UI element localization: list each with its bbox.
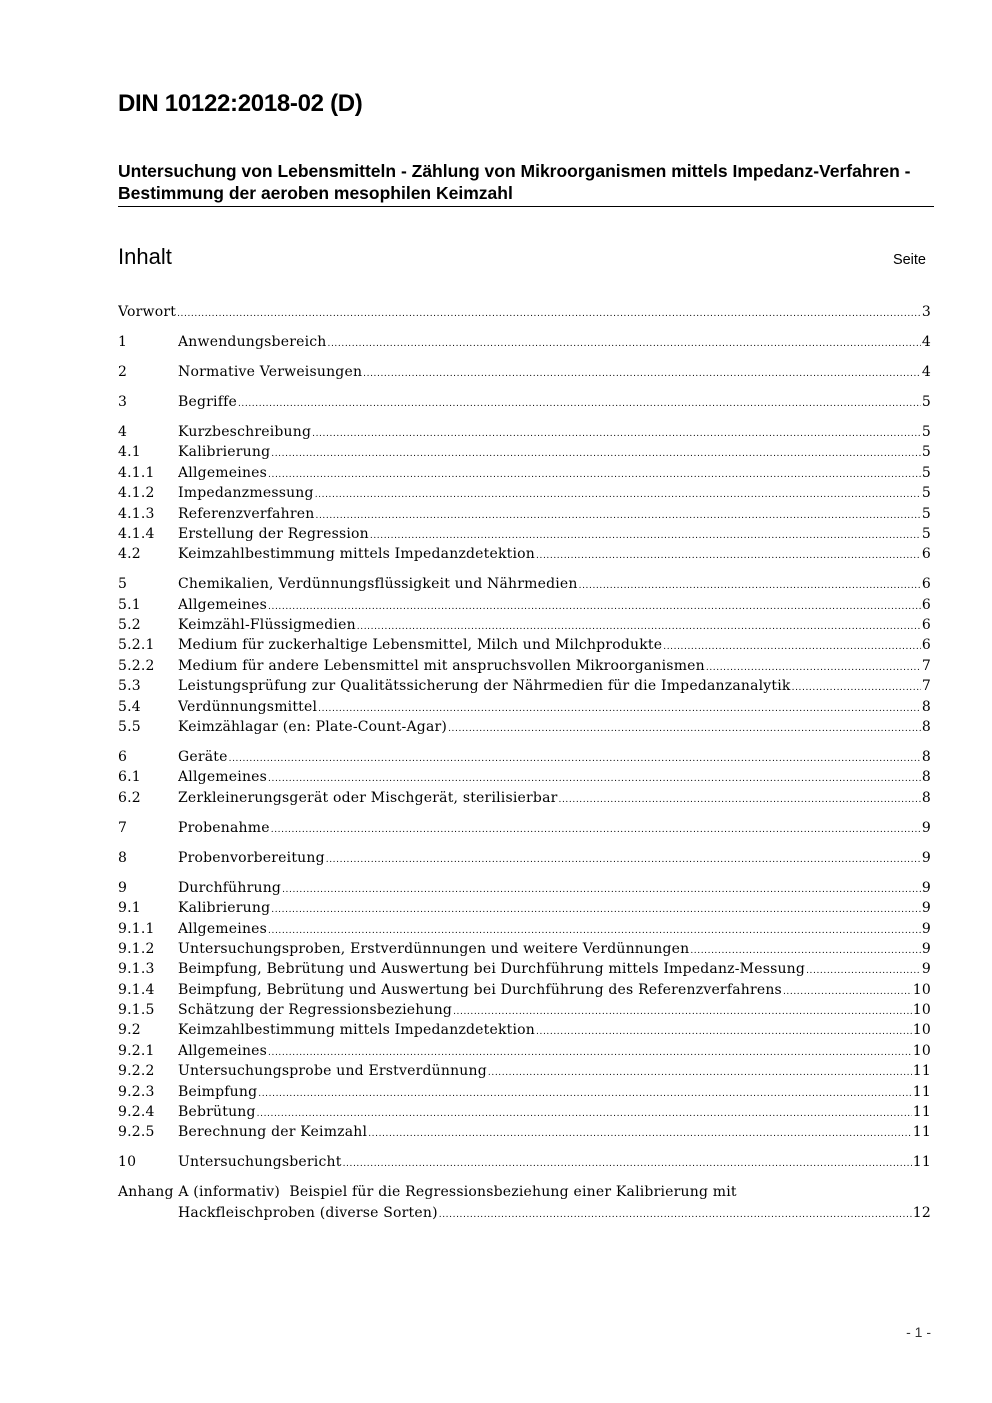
toc-entry-title: Allgemeines xyxy=(178,1042,268,1059)
toc-leader-dots xyxy=(268,597,921,617)
toc-entry-line xyxy=(178,878,931,900)
toc-entry-number: 9.1.5 xyxy=(118,1002,155,1019)
toc-entry[interactable] xyxy=(118,1152,931,1172)
toc-entry-line xyxy=(178,544,931,566)
toc-entry-title: Untersuchungsbericht xyxy=(178,1154,342,1171)
toc-entry-page: 10 xyxy=(912,1042,931,1059)
toc-entry-page: 5 xyxy=(921,485,931,502)
toc-entry-line xyxy=(178,939,931,961)
toc-entry-page: 11 xyxy=(912,1104,931,1121)
toc-entry-page: 3 xyxy=(921,304,931,320)
toc-leader-dots xyxy=(318,699,921,719)
toc-entry-title: Allgemeines xyxy=(178,596,268,613)
toc-entry-page: 5 xyxy=(921,444,931,461)
toc-entry-line xyxy=(178,595,931,617)
toc-entry-page: 5 xyxy=(921,505,931,522)
toc-leader-dots xyxy=(792,678,921,698)
toc-entry-number: 1 xyxy=(118,333,128,350)
toc-entry-title: Schätzung der Regressionsbeziehung xyxy=(178,1002,453,1019)
toc-entry-title: Untersuchungsprobe und Erstverdünnung xyxy=(178,1063,487,1080)
toc-entry-line xyxy=(178,1041,931,1063)
toc-entry-title: Keimzähl-Flüssigmedien xyxy=(178,617,356,634)
toc-leader-dots xyxy=(453,1002,912,1022)
toc-entry-page: 11 xyxy=(912,1154,931,1171)
document-id: DIN 10122:2018-02 (D) xyxy=(118,90,363,117)
toc-leader-dots xyxy=(439,1205,912,1223)
toc-entry-number: 8 xyxy=(118,849,128,866)
toc-entry[interactable] xyxy=(118,504,931,524)
toc-entry-line xyxy=(178,1152,931,1174)
toc-entry-number: 9.2 xyxy=(118,1022,141,1039)
toc-leader-dots xyxy=(328,334,921,354)
toc-entry-title: Keimzahlbestimmung mittels Impedanzdetektion xyxy=(178,1022,536,1039)
toc-entry[interactable] xyxy=(118,392,931,412)
toc-entry[interactable] xyxy=(118,544,931,564)
toc-entry-line xyxy=(178,362,931,384)
toc-entry-number: 5.5 xyxy=(118,719,141,735)
toc-entry-page: 8 xyxy=(921,789,931,806)
toc-entry-title: Vorwort xyxy=(118,304,177,320)
toc-entry[interactable] xyxy=(118,483,931,503)
toc-entry-page: 9 xyxy=(921,920,931,937)
toc-entry[interactable] xyxy=(118,1122,931,1142)
toc-entry-number: 9.2.1 xyxy=(118,1042,155,1059)
toc-entry[interactable] xyxy=(118,574,931,594)
toc-entry-line xyxy=(178,697,931,719)
page-number: - 1 - xyxy=(906,1324,931,1340)
toc-entry-page: 10 xyxy=(912,981,931,998)
toc-entry-number: 9.1.4 xyxy=(118,981,155,998)
toc-entry-line xyxy=(178,1122,931,1144)
toc-entry-line xyxy=(178,848,931,870)
toc-entry[interactable] xyxy=(118,1041,931,1061)
toc-entry[interactable] xyxy=(118,1020,931,1040)
toc-entry-line xyxy=(178,898,931,920)
toc-entry[interactable] xyxy=(118,1000,931,1020)
toc-entry[interactable] xyxy=(118,524,931,544)
toc-entry-number: 3 xyxy=(118,393,128,410)
toc-leader-dots xyxy=(559,790,921,810)
toc-entry[interactable] xyxy=(118,1102,931,1122)
toc-entry-title: Impedanzmessung xyxy=(178,485,314,502)
toc-entry-page: 5 xyxy=(921,393,931,410)
toc-entry-number: 9.2.3 xyxy=(118,1083,155,1100)
toc-entry-number: 5.4 xyxy=(118,698,141,715)
toc-entry-page: 6 xyxy=(921,637,931,654)
toc-leader-dots xyxy=(312,424,921,444)
toc-leader-dots xyxy=(536,1022,912,1042)
toc-annex-line-2 xyxy=(178,1203,931,1223)
toc-entry-title: Zerkleinerungsgerät oder Mischgerät, sterilisierbar xyxy=(178,789,558,806)
toc-entry[interactable] xyxy=(118,959,931,979)
toc-entry-number: 9 xyxy=(118,879,128,896)
toc-entry-line xyxy=(178,919,931,941)
toc-entry-number: 4.1.2 xyxy=(118,485,155,502)
table-of-contents xyxy=(118,302,931,1223)
toc-leader-dots xyxy=(370,526,921,546)
toc-entry-page: 4 xyxy=(921,363,931,380)
toc-entry-page: 6 xyxy=(921,617,931,634)
toc-entry-line xyxy=(178,1020,931,1042)
toc-leader-dots xyxy=(368,1124,912,1144)
toc-entry-line xyxy=(178,422,931,444)
toc-entry[interactable] xyxy=(118,302,931,322)
toc-entry-line xyxy=(178,635,931,657)
toc-entry-page: 8 xyxy=(921,769,931,786)
toc-entry-page: 11 xyxy=(912,1063,931,1080)
toc-entry-title: Geräte xyxy=(178,748,228,765)
toc-entry-line xyxy=(178,332,931,354)
toc-entry[interactable] xyxy=(118,422,931,442)
toc-entry-title: Bebrütung xyxy=(178,1104,256,1121)
toc-annex-title-line-2: Hackfleischproben (diverse Sorten) xyxy=(178,1204,438,1221)
toc-entry-page: 5 xyxy=(921,464,931,481)
toc-entry-line xyxy=(178,717,931,739)
toc-entry-title: Verdünnungsmittel xyxy=(178,698,318,715)
toc-entry-line xyxy=(178,959,931,981)
toc-entry-number: 5.2.1 xyxy=(118,637,155,654)
toc-entry-title: Medium für andere Lebensmittel mit anspruchsvollen Mikroorganismen xyxy=(178,657,705,674)
toc-annex-prefix: Anhang A (informativ) xyxy=(118,1184,281,1201)
toc-entry-title: Beimpfung, Bebrütung und Auswertung bei Durchführung des Referenzverfahrens xyxy=(178,981,782,998)
toc-entry-title: Normative Verweisungen xyxy=(178,363,363,380)
toc-leader-dots xyxy=(258,1084,912,1104)
toc-entry-title: Kalibrierung xyxy=(178,900,271,917)
toc-heading: Inhalt xyxy=(118,244,172,269)
toc-entry-number: 5.1 xyxy=(118,596,141,613)
toc-entry-title: Kalibrierung xyxy=(178,444,271,461)
toc-entry-title: Keimzahlbestimmung mittels Impedanzdetektion xyxy=(178,546,536,563)
toc-entry-title: Leistungsprüfung zur Qualitätssicherung der Nährmedien für die Impedanzanalytik xyxy=(178,678,791,695)
toc-entry-page: 10 xyxy=(912,1022,931,1039)
toc-leader-dots xyxy=(806,961,921,981)
toc-leader-dots xyxy=(690,941,921,961)
toc-entry-title: Allgemeines xyxy=(178,464,268,481)
toc-entry-line xyxy=(178,656,931,678)
toc-entry-page: 10 xyxy=(912,1002,931,1019)
toc-entry-line xyxy=(178,1102,931,1124)
toc-leader-dots xyxy=(268,769,921,789)
toc-entry-page: 5 xyxy=(921,525,931,542)
toc-entry-line xyxy=(178,463,931,485)
document-title: Untersuchung von Lebensmitteln - Zählung von Mikroorganismen mittels Impedanz-Verfahren - Bestimmung der aeroben mesophilen Keimzahl xyxy=(118,161,911,203)
toc-entry-number: 4.1.1 xyxy=(118,464,155,481)
toc-leader-dots xyxy=(268,1043,912,1063)
toc-entry-number: 4 xyxy=(118,423,128,440)
toc-leader-dots xyxy=(271,444,921,464)
toc-entry[interactable] xyxy=(118,848,931,868)
toc-entry-line xyxy=(118,302,931,324)
toc-leader-dots xyxy=(315,485,921,505)
toc-entry-title: Medium für zuckerhaltige Lebensmittel, Milch und Milchprodukte xyxy=(178,637,663,654)
toc-leader-dots xyxy=(663,637,921,657)
toc-entry-title: Durchführung xyxy=(178,879,282,896)
toc-leader-dots xyxy=(177,304,921,324)
toc-entry-line xyxy=(178,980,931,1002)
toc-leader-dots xyxy=(268,921,921,941)
toc-entry[interactable] xyxy=(118,788,931,808)
toc-entry-number: 4.1 xyxy=(118,444,141,461)
toc-entry-number: 9.1 xyxy=(118,900,141,917)
toc-entry-number: 5.2.2 xyxy=(118,657,155,674)
toc-entry-number: 9.2.4 xyxy=(118,1104,155,1121)
toc-entry-number: 5.2 xyxy=(118,617,141,634)
toc-entry-page: 5 xyxy=(921,423,931,440)
toc-leader-dots xyxy=(282,880,921,900)
toc-entry-number: 4.1.4 xyxy=(118,525,155,542)
toc-leader-dots xyxy=(271,900,921,920)
toc-entry-line xyxy=(178,676,931,698)
toc-entry-page: 6 xyxy=(921,576,931,593)
toc-annex-line-1 xyxy=(118,1182,737,1202)
toc-entry[interactable] xyxy=(118,697,931,717)
toc-entry-page: 8 xyxy=(921,748,931,765)
toc-entry-page: 9 xyxy=(921,849,931,866)
toc-leader-dots xyxy=(343,1154,912,1174)
toc-entry-title: Beimpfung xyxy=(178,1083,258,1100)
toc-leader-dots xyxy=(783,982,912,1002)
toc-leader-dots xyxy=(238,394,921,414)
toc-entry-line xyxy=(178,392,931,414)
toc-leader-dots xyxy=(257,1104,912,1124)
toc-leader-dots xyxy=(326,850,921,870)
toc-entry-number: 9.1.1 xyxy=(118,920,155,937)
toc-entry-page: 7 xyxy=(921,678,931,695)
toc-entry[interactable] xyxy=(118,898,931,918)
toc-entry-page: 4 xyxy=(921,333,931,350)
toc-entry[interactable] xyxy=(118,332,931,352)
toc-entry-line xyxy=(178,574,931,596)
toc-entry[interactable] xyxy=(118,635,931,655)
toc-entry-number: 9.2.2 xyxy=(118,1063,155,1080)
toc-leader-dots xyxy=(706,658,921,678)
toc-entry-page: 9 xyxy=(921,961,931,978)
toc-entry-page: 6 xyxy=(921,546,931,563)
toc-leader-dots xyxy=(448,719,921,739)
toc-entry[interactable] xyxy=(118,747,931,767)
toc-entry-line xyxy=(178,788,931,810)
toc-entry-page: 8 xyxy=(921,698,931,715)
toc-entry[interactable] xyxy=(118,463,931,483)
toc-entry-page: 9 xyxy=(921,879,931,896)
toc-leader-dots xyxy=(536,546,921,566)
toc-header xyxy=(118,244,926,274)
toc-entry-page: 6 xyxy=(921,596,931,613)
toc-entry-line xyxy=(178,504,931,526)
toc-entry-number: 4.2 xyxy=(118,546,141,563)
toc-entry-line xyxy=(178,1061,931,1083)
toc-entry-title: Keimzählagar (en: Plate-Count-Agar) xyxy=(178,719,448,735)
toc-entry-page: 11 xyxy=(912,1124,931,1141)
toc-entry[interactable] xyxy=(118,717,931,737)
toc-entry-title: Chemikalien, Verdünnungsflüssigkeit und Nährmedien xyxy=(178,576,578,593)
toc-entry-line xyxy=(178,1000,931,1022)
toc-leader-dots xyxy=(488,1063,912,1083)
toc-entry[interactable] xyxy=(118,615,931,635)
toc-entry[interactable] xyxy=(118,595,931,615)
toc-entry[interactable] xyxy=(118,939,931,959)
toc-page-column-label: Seite xyxy=(892,252,926,268)
toc-entry-number: 7 xyxy=(118,819,128,836)
toc-entry-title: Untersuchungsproben, Erstverdünnungen und weitere Verdünnungen xyxy=(178,940,690,957)
toc-annex-title-line-1: Beispiel für die Regressionsbeziehung einer Kalibrierung mit xyxy=(289,1184,737,1201)
toc-entry[interactable] xyxy=(118,767,931,787)
toc-leader-dots xyxy=(316,506,921,526)
toc-entry-line xyxy=(178,818,931,840)
toc-entry-page: 8 xyxy=(921,719,931,735)
toc-entry-line xyxy=(178,747,931,769)
toc-entry-title: Begriffe xyxy=(178,393,237,410)
toc-entry-title: Allgemeines xyxy=(178,920,268,937)
toc-entry-line xyxy=(178,767,931,789)
toc-entry-line xyxy=(178,524,931,546)
toc-entry-number: 10 xyxy=(118,1154,137,1171)
toc-entry-title: Beimpfung, Bebrütung und Auswertung bei Durchführung mittels Impedanz-Messung xyxy=(178,961,806,978)
toc-entry-line xyxy=(178,1082,931,1104)
toc-entry[interactable] xyxy=(118,1082,931,1102)
toc-entry[interactable] xyxy=(118,818,931,838)
toc-entry-page: 9 xyxy=(921,900,931,917)
toc-entry-title: Probenvorbereitung xyxy=(178,849,325,866)
toc-entry-title: Berechnung der Keimzahl xyxy=(178,1124,368,1141)
toc-entry-number: 4.1.3 xyxy=(118,505,155,522)
toc-entry[interactable] xyxy=(118,442,931,462)
toc-entry-page: 7 xyxy=(921,657,931,674)
toc-entry-number: 5 xyxy=(118,576,128,593)
toc-entry[interactable] xyxy=(118,1061,931,1081)
toc-leader-dots xyxy=(229,749,921,769)
toc-entry[interactable] xyxy=(118,878,931,898)
toc-entry-line xyxy=(178,615,931,637)
toc-entry-title: Referenzverfahren xyxy=(178,505,315,522)
toc-entry-line xyxy=(178,483,931,505)
toc-entry-number: 5.3 xyxy=(118,678,141,695)
toc-annex-page: 12 xyxy=(912,1204,931,1221)
toc-entry-title: Allgemeines xyxy=(178,769,268,786)
toc-entry-number: 9.1.2 xyxy=(118,940,155,957)
toc-leader-dots xyxy=(579,576,921,596)
toc-entry-number: 2 xyxy=(118,363,128,380)
toc-entry-title: Probenahme xyxy=(178,819,270,836)
title-divider xyxy=(118,206,934,207)
toc-entry-title: Anwendungsbereich xyxy=(178,333,327,350)
toc-entry[interactable] xyxy=(118,676,931,696)
toc-entry-annex-a[interactable] xyxy=(118,1182,931,1223)
toc-leader-dots xyxy=(271,820,921,840)
toc-entry-page: 11 xyxy=(912,1083,931,1100)
toc-entry-title: Erstellung der Regression xyxy=(178,525,369,542)
toc-entry-number: 6.2 xyxy=(118,789,141,806)
toc-entry-line xyxy=(178,442,931,464)
toc-entry[interactable] xyxy=(118,656,931,676)
toc-entry[interactable] xyxy=(118,980,931,1000)
toc-entry[interactable] xyxy=(118,362,931,382)
toc-leader-dots xyxy=(268,465,921,485)
toc-entry-title: Kurzbeschreibung xyxy=(178,423,312,440)
toc-entry-number: 9.1.3 xyxy=(118,961,155,978)
toc-entry-number: 6.1 xyxy=(118,769,141,786)
toc-entry-page: 9 xyxy=(921,940,931,957)
toc-entry-number: 9.2.5 xyxy=(118,1124,155,1141)
toc-leader-dots xyxy=(363,364,921,384)
toc-entry-page: 9 xyxy=(921,819,931,836)
toc-entry[interactable] xyxy=(118,919,931,939)
toc-leader-dots xyxy=(357,617,921,637)
toc-entry-number: 6 xyxy=(118,748,128,765)
